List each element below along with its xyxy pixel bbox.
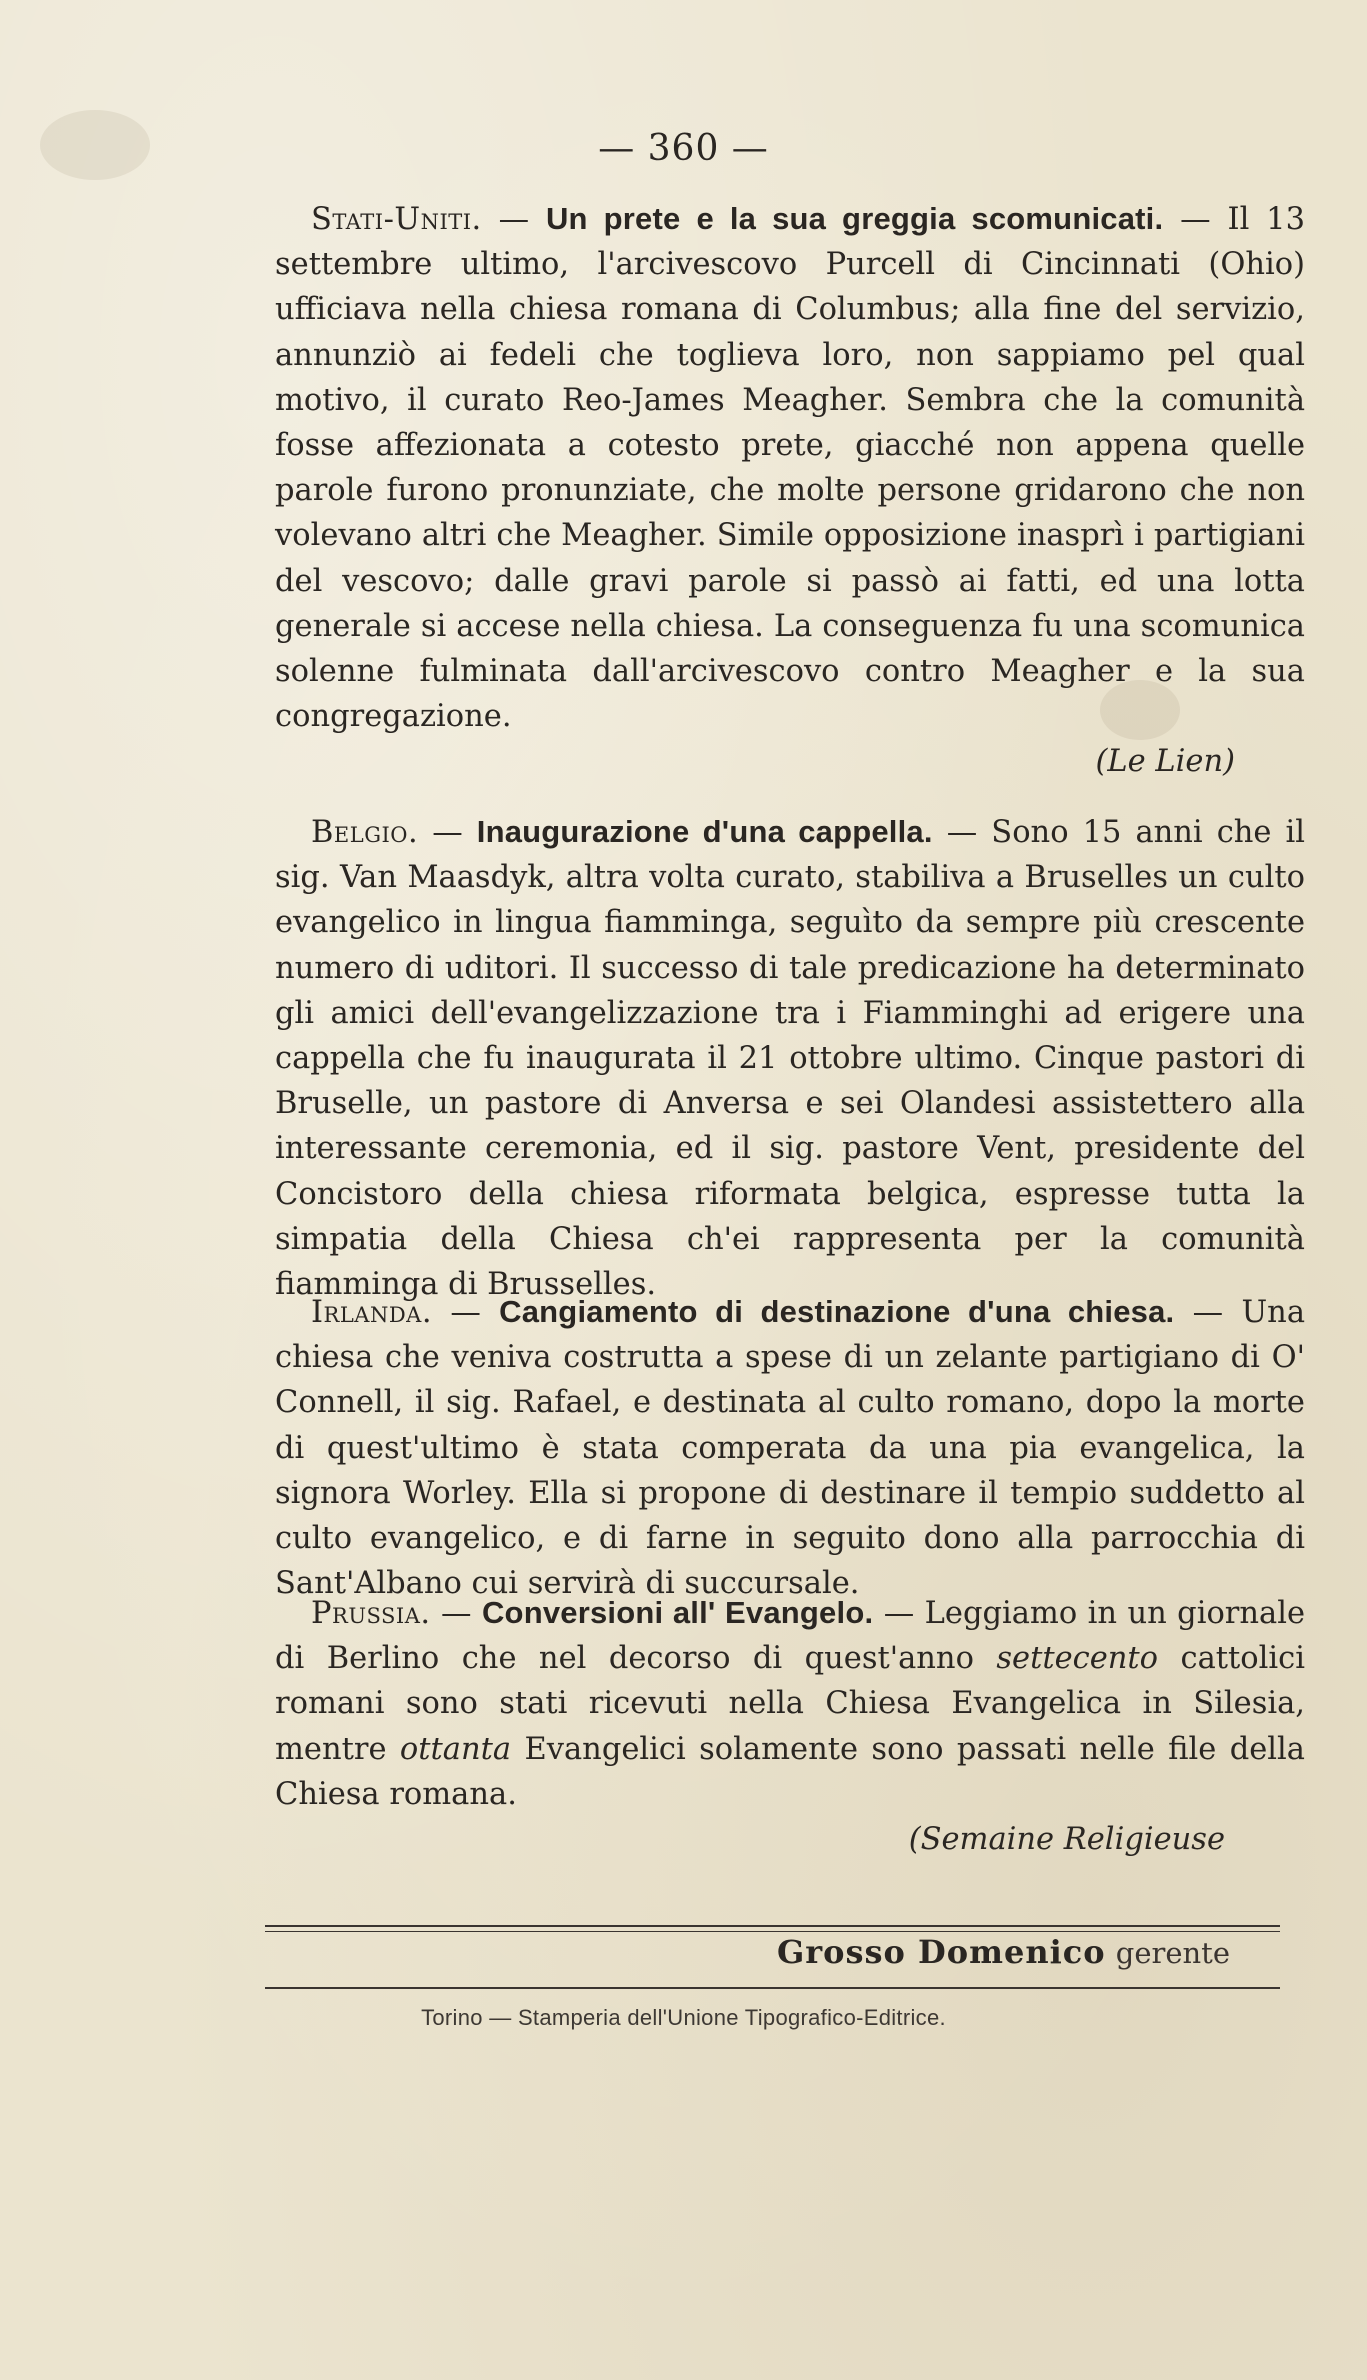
- printer-imprint: Torino — Stamperia dell'Unione Tipografico-Editrice.: [421, 2005, 946, 2030]
- article-headline: Conversioni all' Evangelo.: [481, 1595, 874, 1630]
- article-source: (Le Lien): [1095, 744, 1235, 780]
- article-paragraph: [275, 1289, 1305, 1606]
- article-body: Una chiesa che veniva costrutta a spese di un zelante partigiano di O' Connell, il sig. Rafael, e destinata al culto romano, dopo la morte di quest'ultimo è stata comperata da una pia evangelica, la signora Worley. Ella si propone di destinare il tempio suddetto al culto evangelico, e di farne in seguito dono alla parrocchia di Sant'Albano cui servirà di succursale.: [275, 1295, 1306, 1602]
- article-body: cattolici romani sono stati ricevuti nella Chiesa Evangelica in Silesia, mentre: [275, 1641, 1305, 1767]
- manager-signature: [0, 1927, 1230, 1978]
- manager-name: Grosso Domenico: [776, 1933, 1106, 1971]
- article-irlanda: [275, 1289, 1305, 1606]
- dash: —: [883, 1596, 915, 1631]
- article-body: Evangelici solamente sono passati nelle file della Chiesa romana.: [275, 1731, 1305, 1812]
- page-number: — 360 —: [598, 128, 769, 169]
- dash: —: [441, 1596, 472, 1631]
- article-headline: Inaugurazione d'una cappella.: [476, 814, 933, 849]
- article-headline: Un prete e la sua greggia scomunicati.: [545, 201, 1164, 236]
- article-body: Leggiamo in un giornale di Berlino che nel decorso di quest'anno: [275, 1596, 1306, 1677]
- article-source: (Semaine Religieuse: [908, 1822, 1225, 1858]
- emphasis-number: settecento: [996, 1641, 1159, 1677]
- country-label: Belgio.: [311, 815, 419, 850]
- divider-rule: [265, 1987, 1280, 1989]
- article-paragraph: [275, 809, 1305, 1307]
- country-label: Prussia.: [311, 1596, 431, 1631]
- article-body: Sono 15 anni che il sig. Van Maasdyk, altra volta curato, stabiliva a Bruselles un culto evangelico in lingua fiamminga, seguìto da sempre più crescente numero di uditori. Il successo di tale predicazione ha determinato gli amici dell'evangelizzazione tra i Fiamminghi ad erigere una cappella che fu inaugurata il 21 ottobre ultimo. Cinque pastori di Bruselle, un pastore di Anversa e sei Olandesi assistettero alla interessante ceremonia, ed il sig. pastore Vent, presidente del Concistoro della chiesa riformata belgica, espresse tutta la simpatia della Chiesa ch'ei rappresenta per la comunità fiamminga di Brusselles.: [275, 815, 1306, 1303]
- article-prussia: [275, 1590, 1305, 1862]
- dash: —: [450, 1295, 481, 1330]
- article-body: Il 13 settembre ultimo, l'arcivescovo Purcell di Cincinnati (Ohio) ufficiava nella chiesa romana di Columbus; alla fine del servizio, annunziò ai fedeli che toglieva loro, non sappiamo pel qual motivo, il curato Reo-James Meagher. Sembra che la comunità fosse affezionata a cotesto prete, giacché non appena quelle parole furono pronunziate, che molte persone gridarono che non volevano altri che Meagher. Simile opposizione inasprì i partigiani del vescovo; dalle gravi parole si passò ai fatti, ed una lotta generale si accese nella chiesa. La conseguenza fu una scomunica solenne fulminata dall'arcivescovo contro Meagher e la sua congregazione.: [275, 202, 1305, 735]
- country-label: Irlanda.: [311, 1295, 433, 1330]
- article-belgio: [275, 809, 1305, 1307]
- dash: —: [946, 815, 978, 850]
- article-paragraph: [275, 1590, 1305, 1817]
- article-paragraph: [275, 196, 1305, 739]
- dash: —: [1180, 202, 1211, 237]
- article-headline: Cangiamento di destinazione d'una chiesa.: [499, 1294, 1175, 1329]
- manager-role: gerente: [1115, 1936, 1230, 1970]
- dash: —: [432, 815, 463, 850]
- article-stati-uniti: [275, 196, 1305, 785]
- country-label: Stati-Uniti.: [311, 202, 482, 237]
- dash: —: [498, 202, 530, 237]
- emphasis-number: ottanta: [399, 1731, 512, 1767]
- dash: —: [1192, 1295, 1224, 1330]
